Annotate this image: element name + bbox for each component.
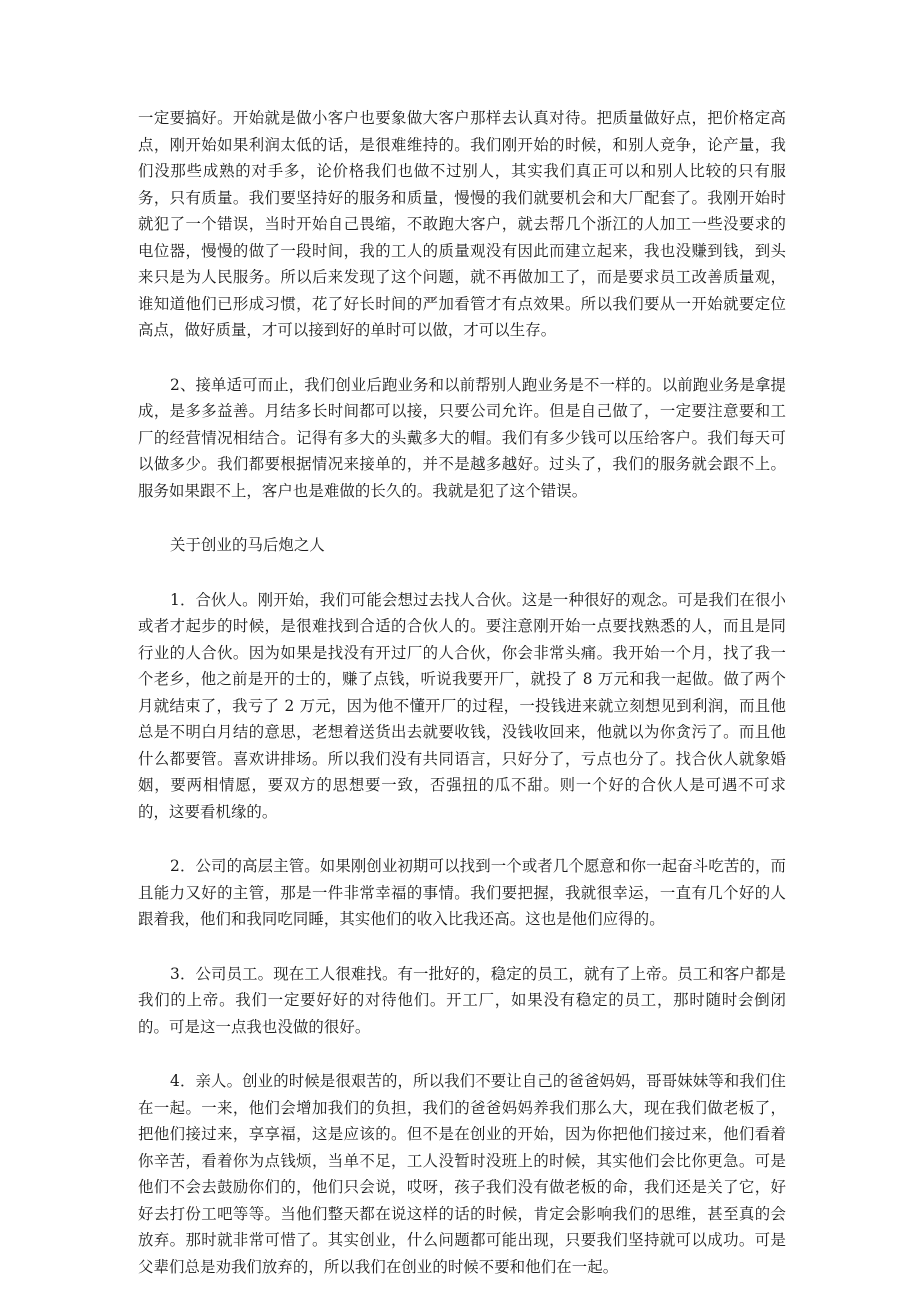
paragraph-gap	[138, 1040, 786, 1068]
paragraph-quality: 一定要搞好。开始就是做小客户也要象做大客户那样去认真对待。把质量做好点，把价格定高点，刚开始如果利润太低的话，是很难维持的。我们刚开始的时候，和别人竞争，论产量，我们没那些成熟的对手多，论价格我们也做不过别人，其实我们真正可以和别人比较的只有服务，只有质量。我们要坚持好的服务和质量，慢慢的我们就要机会和大厂配套了。我刚开始时就犯了一个错误，当时开始自己畏缩，不敢跑大客户，就去帮几个浙江的人加工一些没要求的电位器，慢慢的做了一段时间，我的工人的质量观没有因此而建立起来，我也没赚到钱，到头来只是为人民服务。所以后来发现了这个问题，就不再做加工了，而是要求员工改善质量观，谁知道他们已形成习惯，花了好长时间的严加看管才有点效果。所以我们要从一开始就要定位高点，做好质量，才可以接到好的单时可以做，才可以生存。	[138, 109, 786, 339]
paragraph-managers: 2．公司的高层主管。如果刚创业初期可以找到一个或者几个愿意和你一起奋斗吃苦的，而且能力又好的主管，那是一件非常幸福的事情。我们要把握，我就很幸运，一直有几个好的人跟着我，他们和我同吃同睡，其实他们的收入比我还高。这也是他们应得的。	[138, 857, 786, 928]
paragraph-family: 4．亲人。创业的时候是很艰苦的，所以我们不要让自己的爸爸妈妈，哥哥妹妹等和我们住在一起。一来，他们会增加我们的负担，我们的爸爸妈妈养我们那么大，现在我们做老板了，把他们接过来，享享福，这是应该的。但不是在创业的开始，因为你把他们接过来，他们看着你辛苦，看着你为点钱烦，当单不足，工人没暂时没班上的时候，其实他们会比你更急。可是他们不会去鼓励你们的，他们只会说，哎呀，孩子我们没有做老板的命，我们还是关了它，好好去打份工吧等等。当他们整天都在说这样的话的时候，肯定会影响我们的思维，甚至真的会放弃。那时就非常可惜了。其实创业，什么问题都可能出现，只要我们坚持就可以成功。可是父辈们总是劝我们放弃的，所以我们在创业的时候不要和他们在一起。	[138, 1072, 786, 1276]
section-heading: 关于创业的马后炮之人	[170, 536, 325, 554]
paragraph-gap	[138, 504, 786, 532]
paragraph-partner: 1．合伙人。刚开始，我们可能会想过去找人合伙。这是一种很好的观念。可是我们在很小或者才起步的时候，是很难找到合适的合伙人的。要注意刚开始一点要找熟悉的人，而且是同行业的人合伙。因为如果是找没有开过厂的人合伙，你会非常头痛。我开始一个月，找了我一个老乡，他之前是开的士的，赚了点钱，听说我要开厂，就投了 8 万元和我一起做。做了两个月就结束了，我亏了 2 万元，因为他不懂开厂的过程，一投钱进来就立刻想见到利润，而且他总是不明白月结的意思，老想着送货出去就要收钱，没钱收回来，他就以为你贪污了。而且他什么都要管。喜欢讲排场。所以我们没有共同语言，只好分了，亏点也分了。找合伙人就象婚姻，要两相情愿，要双方的思想要一致，否强扭的瓜不甜。则一个好的合伙人是可遇不可求的，这要看机缘的。	[138, 590, 786, 821]
paragraph-gap	[138, 559, 786, 587]
paragraph-staff: 3．公司员工。现在工人很难找。有一批好的，稳定的员工，就有了上帝。员工和客户都是我们的上帝。我们一定要好好的对待他们。开工厂，如果没有稳定的员工，那时随时会倒闭的。可是这一点我也没做的很好。	[138, 964, 786, 1036]
paragraph-gap	[138, 825, 786, 853]
paragraph-gap	[138, 344, 786, 372]
paragraph-orders: 2、接单适可而止，我们创业后跑业务和以前帮别人跑业务是不一样的。以前跑业务是拿提成，是多多益善。月结多长时间都可以接，只要公司允许。但是自己做了，一定要注意要和工厂的经营情况相结合。记得有多大的头戴多大的帽。我们有多少钱可以压给客户。我们每天可以做多少。我们都要根据情况来接单的，并不是越多越好。过头了，我们的服务就会跟不上。服务如果跟不上，客户也是难做的长久的。我就是犯了这个错误。	[138, 375, 786, 500]
document-body	[138, 105, 786, 1280]
paragraph-gap	[138, 933, 786, 961]
